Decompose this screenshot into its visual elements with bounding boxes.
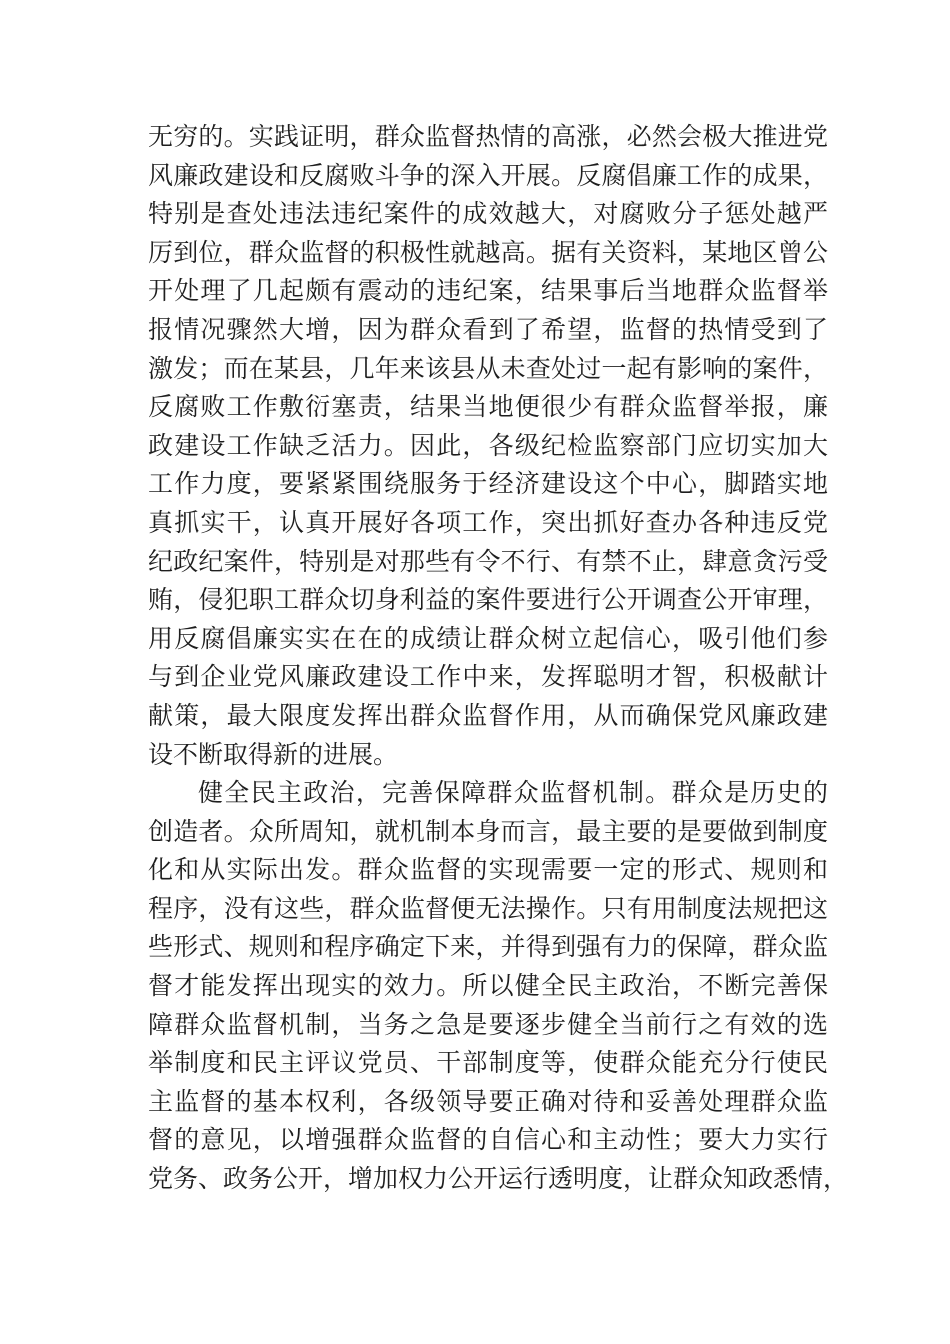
paragraph-line: 政建设工作缺乏活力。因此，各级纪检监察部门应切实加大 (148, 430, 828, 460)
paragraph-2 (148, 774, 849, 1199)
paragraph-line: 党务、政务公开，增加权力公开运行透明度，让群众知政悉情， (148, 1164, 849, 1194)
paragraph-line: 激发；而在某县，几年来该县从未查处过一起有影响的案件， (148, 353, 828, 383)
paragraph-line: 特别是查处违法违纪案件的成效越大，对腐败分子惩处越严 (148, 199, 828, 229)
paragraph-line: 用反腐倡廉实实在在的成绩让群众树立起信心，吸引他们参 (148, 623, 828, 653)
paragraph-line: 障群众监督机制，当务之急是要逐步健全当前行之有效的选 (148, 1009, 828, 1039)
paragraph-line: 健全民主政治，完善保障群众监督机制。群众是历史的 (198, 778, 828, 808)
paragraph-line: 与到企业党风廉政建设工作中来，发挥聪明才智，积极献计 (148, 662, 828, 692)
paragraph-line: 些形式、规则和程序确定下来，并得到强有力的保障，群众监 (148, 932, 828, 962)
paragraph-line: 风廉政建设和反腐败斗争的深入开展。反腐倡廉工作的成果， (148, 160, 828, 190)
paragraph-line: 纪政纪案件，特别是对那些有令不行、有禁不止，肆意贪污受 (148, 546, 828, 576)
paragraph-line: 献策，最大限度发挥出群众监督作用，从而确保党风廉政建 (148, 700, 828, 730)
paragraph-line: 化和从实际出发。群众监督的实现需要一定的形式、规则和 (148, 855, 828, 885)
paragraph-line: 举制度和民主评议党员、干部制度等，使群众能充分行使民 (148, 1048, 828, 1078)
paragraph-line: 开处理了几起颇有震动的违纪案，结果事后当地群众监督举 (148, 276, 828, 306)
paragraph-line: 反腐败工作敷衍塞责，结果当地便很少有群众监督举报，廉 (148, 392, 828, 422)
paragraph-1 (148, 118, 828, 774)
paragraph-line: 贿，侵犯职工群众切身利益的案件要进行公开调查公开审理， (148, 585, 828, 615)
paragraph-line: 工作力度，要紧紧围绕服务于经济建设这个中心，脚踏实地 (148, 469, 828, 499)
paragraph-line: 督才能发挥出现实的效力。所以健全民主政治，不断完善保 (148, 971, 828, 1001)
paragraph-line: 创造者。众所周知，就机制本身而言，最主要的是要做到制度 (148, 816, 828, 846)
document-body (148, 118, 849, 1199)
paragraph-line: 报情况骤然大增，因为群众看到了希望，监督的热情受到了 (148, 314, 828, 344)
paragraph-line: 厉到位，群众监督的积极性就越高。据有关资料，某地区曾公 (148, 237, 828, 267)
paragraph-line: 督的意见，以增强群众监督的自信心和主动性；要大力实行 (148, 1125, 828, 1155)
paragraph-line: 主监督的基本权利，各级领导要正确对待和妥善处理群众监 (148, 1086, 828, 1116)
paragraph-line: 设不断取得新的进展。 (148, 739, 399, 769)
paragraph-line: 真抓实干，认真开展好各项工作，突出抓好查办各种违反党 (148, 507, 828, 537)
paragraph-line: 无穷的。实践证明，群众监督热情的高涨，必然会极大推进党 (148, 122, 828, 151)
paragraph-line: 程序，没有这些，群众监督便无法操作。只有用制度法规把这 (148, 893, 828, 923)
